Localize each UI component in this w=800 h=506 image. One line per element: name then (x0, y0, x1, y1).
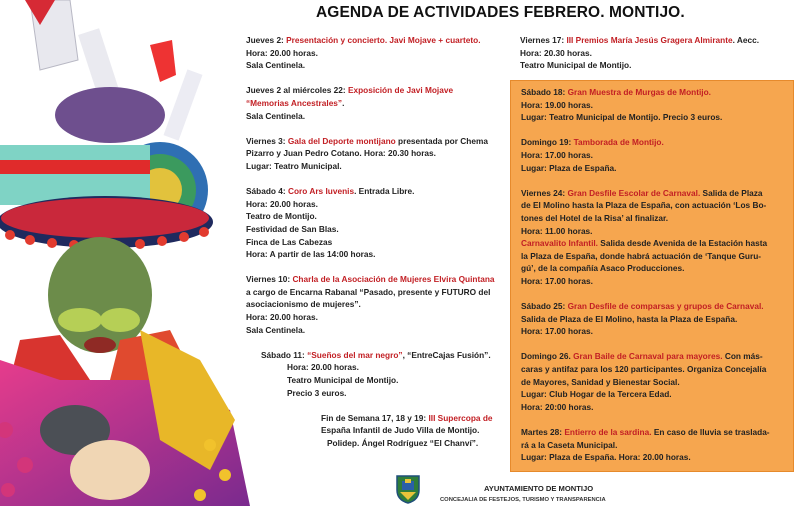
event-title: Gran Desfile de comparsas y grupos de Carnaval. (567, 301, 764, 312)
event-text: caras y antifaz para los 120 participantes. Organiza Concejalía (521, 364, 767, 375)
event-place: Sala Centinela. (246, 324, 306, 335)
event-text: tones del Hotel de la Risa’ al finalizar. (521, 212, 669, 223)
event-sabado-4 (246, 185, 500, 261)
event-fin-de-semana-17-18-19 (246, 412, 500, 450)
event-date: Viernes 24: (521, 187, 568, 198)
page-title: AGENDA DE ACTIVIDADES FEBRERO. MONTIJO. (316, 4, 685, 21)
event-title: “Sueños del mar negro” (307, 349, 403, 360)
event-text: presentada por Chema (395, 135, 488, 146)
event-place: Finca de Las Cabezas (246, 236, 333, 247)
event-title: Carnavalito Infantil. (521, 238, 598, 249)
event-viernes-10 (246, 273, 500, 336)
event-text: Salida de Plaza de El Molino, hasta la Plaza de España. (521, 313, 738, 324)
footer-department: CONCEJALIA DE FESTEJOS, TURISMO Y TRANSPARENCIA (440, 497, 606, 503)
event-title: Presentación y concierto. Javi Mojave + cuarteto. (286, 35, 481, 45)
event-title: Exposición de Javi Mojave (347, 85, 454, 96)
event-date: Sábado 25: (521, 301, 568, 312)
event-time: Hora: 20.00 horas. (246, 198, 318, 209)
event-title: Gran Baile de Carnaval para mayores. (573, 351, 723, 362)
event-place: Teatro Municipal de Montijo. (287, 375, 399, 386)
event-time: Hora: 20.00 horas. (246, 312, 318, 323)
event-date: Sábado 11: (261, 349, 308, 360)
event-martes-28 (521, 426, 785, 464)
event-sabado-25 (521, 300, 785, 338)
punctuation: . (342, 97, 345, 108)
event-text: la Plaza de España, donde habrá actuación de ‘Tanque Guru- (521, 250, 762, 261)
event-domingo-19 (521, 136, 785, 174)
event-place: Teatro Municipal de Montijo. (520, 60, 632, 71)
event-place: Lugar: Plaza de España. (521, 162, 617, 173)
carnival-events-panel (510, 80, 794, 472)
event-place: Lugar: Teatro Municipal. (246, 160, 342, 171)
event-date: Jueves 2 al miércoles 22: (246, 85, 348, 96)
event-text: de Mayores, Sanidad y Bienestar Social. (521, 376, 680, 387)
event-time: Hora: 20.30 horas. (520, 47, 592, 58)
event-title-cont: “Memorias Ancestrales” (246, 97, 343, 108)
event-time: Hora: 19.00 horas. (521, 99, 593, 110)
event-time: Hora: 17.00 horas. (521, 275, 593, 286)
event-time: Hora: A partir de las 14:00 horas. (246, 249, 376, 260)
event-text: rá a la Caseta Municipal. (521, 439, 618, 450)
event-domingo-26 (521, 350, 785, 413)
event-date: Sábado 18: (521, 87, 568, 97)
event-title: Entierro de la sardina. (564, 427, 652, 438)
event-date: Jueves 2: (246, 35, 287, 45)
event-place: Sala Centinela. (246, 60, 306, 71)
event-date: Viernes 17: (520, 35, 567, 45)
event-place: Lugar: Plaza de España. Hora: 20.00 horas. (521, 452, 691, 463)
event-text: , “EntreCajas Fusión”. (402, 349, 491, 360)
event-time: Hora: 20.00 horas. (246, 47, 318, 58)
events-column-right-top (520, 34, 792, 72)
event-title: Festividad de San Blas. (246, 223, 339, 234)
event-date: Domingo 19: (521, 137, 574, 148)
event-text: En caso de lluvia se traslada- (651, 427, 770, 438)
event-viernes-17 (520, 34, 792, 72)
event-title: Gran Muestra de Murgas de Montijo. (567, 87, 711, 97)
event-time: Hora: 11.00 horas. (521, 225, 593, 236)
event-title: Tamborada de Montijo. (573, 137, 664, 148)
event-text: Con más- (722, 351, 763, 362)
event-jueves-2-al-miercoles-22 (246, 84, 500, 122)
event-place: Lugar: Teatro Municipal de Montijo. Precio 3 euros. (521, 112, 723, 123)
event-sabado-18 (521, 86, 785, 124)
event-price: Precio 3 euros. (287, 387, 347, 398)
event-date: Sábado 4: (246, 186, 288, 197)
event-sabado-11 (246, 349, 500, 399)
event-place: Sala Centinela. (246, 110, 306, 121)
event-date: Viernes 3: (246, 135, 288, 146)
event-title: III Supercopa de (428, 412, 493, 423)
event-text: de El Molino hasta la Plaza de España, con actuación ‘Los Bo- (521, 200, 767, 211)
event-viernes-24 (521, 187, 785, 288)
event-title: III Premios María Jesús Gragera Almirante (566, 35, 733, 45)
event-text: . Entrada Libre. (354, 186, 415, 197)
event-place: Polidep. Ángel Rodríguez “El Chanví”. (327, 438, 479, 448)
event-text: Salida desde Avenida de la Estación hasta (598, 238, 768, 249)
event-time: Hora: 17.00 horas. (521, 326, 593, 337)
event-place: Teatro de Montijo. (246, 211, 317, 222)
town-crest-icon (394, 474, 422, 504)
event-title: Gala del Deporte montijano (287, 135, 396, 146)
event-text: Pizarro y Juan Pedro Cotano. Hora: 20.30 horas. (246, 148, 436, 159)
event-title: Charla de la Asociación de Mujeres Elvira Quintana (292, 274, 495, 285)
event-time: Hora: 20.00 horas. (287, 362, 359, 373)
events-column-left (246, 34, 500, 450)
event-date: Martes 28: (521, 427, 565, 438)
event-time: Hora: 17.00 horas. (521, 149, 593, 160)
event-place: Lugar: Club Hogar de la Tercera Edad. (521, 389, 672, 400)
event-viernes-3 (246, 135, 500, 173)
event-time: Hora: 20:00 horas. (521, 401, 594, 412)
event-text: gú’, de la compañía Asaco Producciones. (521, 263, 685, 274)
event-title-cont: España Infantil de Judo Villa de Montijo. (321, 425, 480, 436)
event-text: asociacionismo de mujeres”. (246, 299, 361, 310)
footer-council-name: AYUNTAMIENTO DE MONTIJO (484, 484, 594, 493)
footer (390, 474, 800, 506)
event-text: Salida de Plaza (700, 187, 763, 198)
event-text: a cargo de Encarna Rabanal “Pasado, presente y FUTURO del (246, 286, 491, 297)
event-date: Domingo 26. (521, 351, 574, 362)
event-text: . Aecc. (732, 35, 760, 45)
carnival-figure-illustration (0, 0, 260, 506)
event-jueves-2 (246, 34, 500, 72)
event-title: Coro Ars Iuvenis (287, 186, 355, 197)
event-date: Fin de Semana 17, 18 y 19: (321, 412, 429, 423)
event-title: Gran Desfile Escolar de Carnaval. (567, 187, 701, 198)
event-date: Viernes 10: (246, 274, 293, 285)
